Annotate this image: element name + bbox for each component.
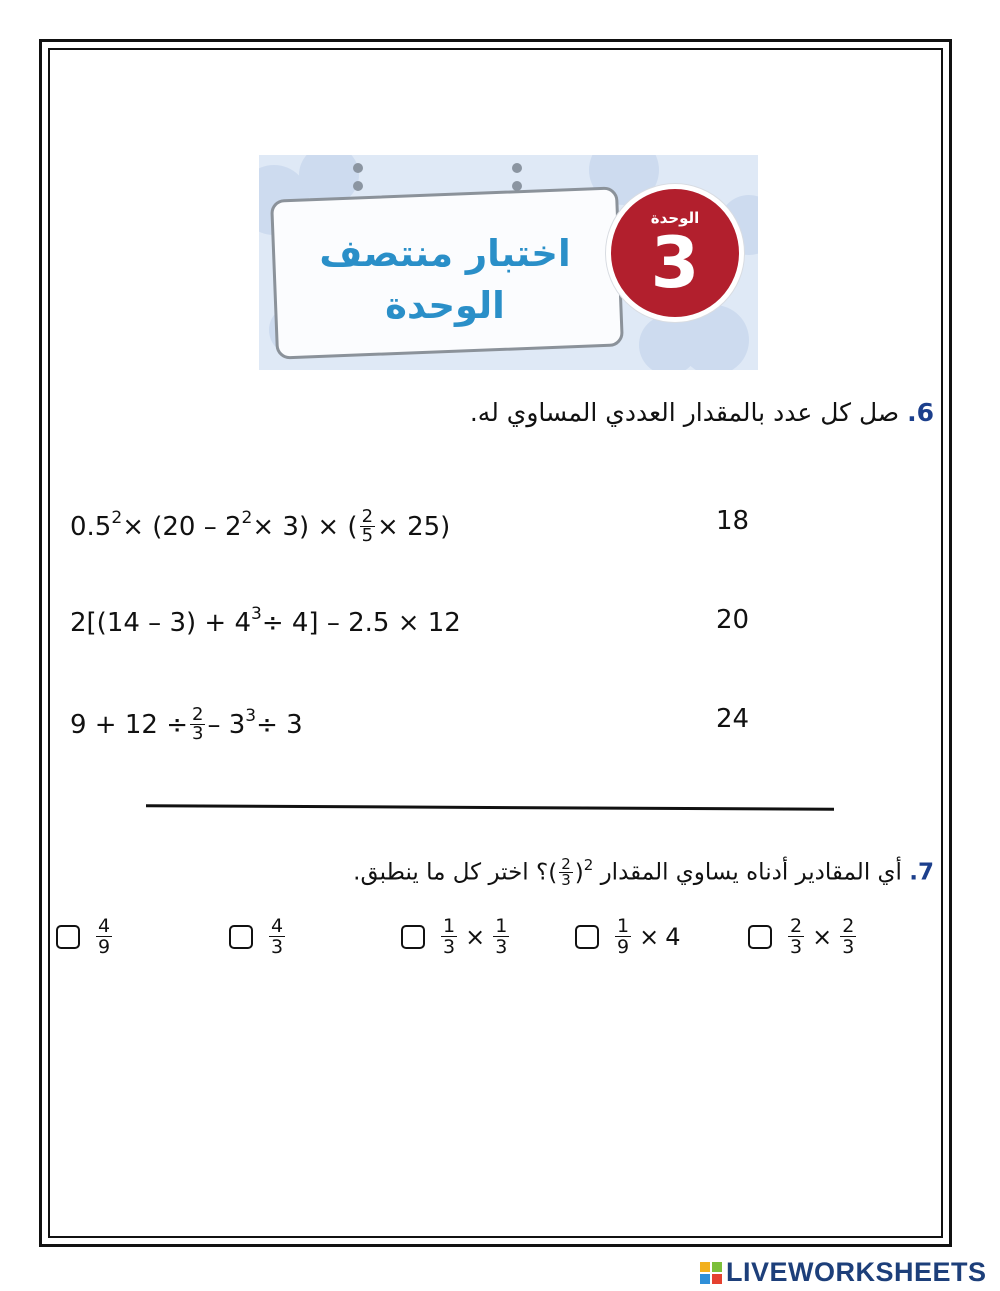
option-4-fraction: $\frac{1}{9}$ — [617, 915, 630, 958]
badge-number: 3 — [650, 222, 700, 304]
expr3-exponent: 3 — [245, 705, 257, 726]
option-2[interactable] — [229, 916, 287, 957]
question-7-text-before: أي المقادير أدناه يساوي المقدار — [593, 859, 910, 886]
expr1-fraction: $\frac{2}{5}$ — [361, 506, 374, 546]
title-line-1: اختبار منتصف — [319, 232, 571, 275]
option-3[interactable] — [401, 916, 511, 957]
expr3-part-c: ÷ 3 — [256, 709, 303, 740]
option-1-checkbox[interactable] — [56, 925, 80, 949]
option-1[interactable] — [56, 916, 114, 957]
expression-2[interactable] — [70, 604, 461, 638]
option-4-operator: × — [639, 922, 660, 951]
logo-text: LIVEWORKSHEETS — [726, 1257, 987, 1287]
expr3-part-a: 9 + 12 ÷ — [70, 709, 188, 740]
option-2-fraction: $\frac{4}{3}$ — [271, 915, 284, 958]
expr2-part-b: ÷ 4] – 2.5 × 12 — [261, 608, 461, 638]
option-5-checkbox[interactable] — [748, 925, 772, 949]
expression-1[interactable] — [70, 508, 450, 545]
option-3-checkbox[interactable] — [401, 925, 425, 949]
option-3-fraction-a: $\frac{1}{3}$ — [443, 915, 456, 958]
option-3-fraction-b: $\frac{1}{3}$ — [495, 915, 508, 958]
answer-number-2[interactable]: 20 — [716, 605, 750, 635]
question-7-number: 7. — [909, 859, 934, 886]
option-3-operator: × — [465, 922, 486, 951]
option-5-fraction-a: $\frac{2}{3}$ — [790, 915, 803, 958]
question-7-expression: ( $\frac{2}{3}$ ) 2 — [548, 855, 594, 889]
option-1-fraction: $\frac{4}{9}$ — [98, 915, 111, 958]
expr2-exponent: 3 — [250, 604, 262, 624]
option-4[interactable] — [575, 916, 680, 957]
expr1-part-a: 0.5 — [70, 511, 112, 542]
title-line-2: الوحدة — [385, 284, 505, 327]
expr2-part-a: 2[(14 – 3) + 4 — [70, 608, 251, 638]
question-6-number: 6. — [907, 398, 934, 427]
expr1-part-b: × (20 – 2 — [122, 511, 242, 542]
option-2-checkbox[interactable] — [229, 925, 253, 949]
question-7-prompt — [353, 857, 934, 888]
expr1-exponent-b: 2 — [241, 507, 253, 528]
liveworksheets-logo — [700, 1257, 987, 1288]
option-4-tail: 4 — [665, 922, 681, 951]
option-4-checkbox[interactable] — [575, 925, 599, 949]
option-5[interactable] — [748, 916, 858, 957]
page-title — [290, 228, 600, 332]
expression-3[interactable] — [70, 706, 303, 743]
question-6-prompt — [470, 398, 934, 427]
logo-icon — [700, 1262, 722, 1284]
expr1-exponent-a: 2 — [111, 507, 123, 528]
expr1-part-d: × 25) — [377, 511, 451, 542]
expr1-part-c: × 3) × ( — [252, 511, 358, 542]
option-5-fraction-b: $\frac{2}{3}$ — [842, 915, 855, 958]
badge-label: الوحدة — [650, 209, 700, 227]
expr3-fraction: $\frac{2}{3}$ — [192, 704, 204, 744]
option-5-operator: × — [812, 922, 833, 951]
question-6-text: صل كل عدد بالمقدار العددي المساوي له. — [469, 398, 908, 427]
expr3-part-b: – 3 — [207, 709, 246, 740]
answer-number-3[interactable]: 24 — [716, 704, 750, 734]
answer-number-1[interactable]: 18 — [716, 506, 750, 536]
unit-badge — [606, 184, 744, 322]
question-7-text-after: ؟ اختر كل ما ينطبق. — [353, 859, 549, 886]
